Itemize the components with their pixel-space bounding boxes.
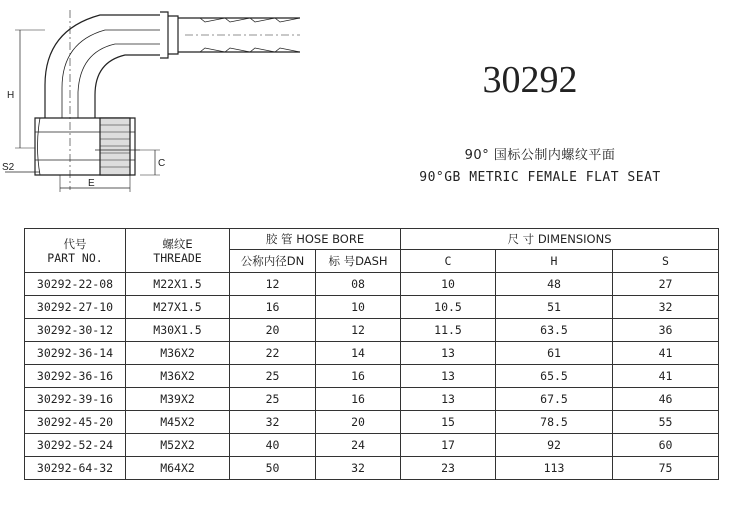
cell-part: 30292-64-32 <box>25 457 126 480</box>
header-h: H <box>496 250 613 273</box>
cell-dn: 50 <box>230 457 316 480</box>
cell-dn: 25 <box>230 388 316 411</box>
cell-dash: 16 <box>316 365 401 388</box>
cell-dash: 14 <box>316 342 401 365</box>
header-part-no <box>25 229 126 273</box>
header-part-no-cn: 代号 <box>63 236 87 251</box>
cell-part: 30292-36-14 <box>25 342 126 365</box>
header-thread-en: THREADE <box>153 250 202 265</box>
cell-s: 75 <box>613 457 719 480</box>
cell-c: 23 <box>401 457 496 480</box>
cell-dn: 20 <box>230 319 316 342</box>
header-dimensions: 尺 寸 DIMENSIONS <box>401 229 719 250</box>
cell-h: 78.5 <box>496 411 613 434</box>
cell-dn: 32 <box>230 411 316 434</box>
cell-c: 15 <box>401 411 496 434</box>
cell-s: 46 <box>613 388 719 411</box>
dimension-label-h: H <box>7 90 15 101</box>
table-row <box>25 434 719 457</box>
cell-dn: 16 <box>230 296 316 319</box>
cell-s: 36 <box>613 319 719 342</box>
cell-part: 30292-30-12 <box>25 319 126 342</box>
cell-c: 10 <box>401 273 496 296</box>
cell-thread: M45X2 <box>126 411 230 434</box>
title-chinese: 90° 国标公制内螺纹平面 <box>464 148 616 163</box>
cell-thread: M39X2 <box>126 388 230 411</box>
cell-h: 92 <box>496 434 613 457</box>
header-thread-cn: 螺纹E <box>162 236 193 251</box>
header-part-no-en: PART NO. <box>47 250 103 265</box>
cell-h: 65.5 <box>496 365 613 388</box>
table-row <box>25 296 719 319</box>
title-english: 90°GB METRIC FEMALE FLAT SEAT <box>419 170 661 185</box>
cell-h: 113 <box>496 457 613 480</box>
cell-dash: 16 <box>316 388 401 411</box>
header-c: C <box>401 250 496 273</box>
cell-h: 48 <box>496 273 613 296</box>
cell-dash: 24 <box>316 434 401 457</box>
cell-c: 13 <box>401 365 496 388</box>
dimensions-table <box>24 228 719 480</box>
cell-dn: 22 <box>230 342 316 365</box>
cell-h: 61 <box>496 342 613 365</box>
cell-s: 27 <box>613 273 719 296</box>
cell-dash: 12 <box>316 319 401 342</box>
header-dn: 公称内径DN <box>230 250 316 273</box>
table-row <box>25 319 719 342</box>
cell-h: 63.5 <box>496 319 613 342</box>
cell-c: 13 <box>401 342 496 365</box>
cell-c: 17 <box>401 434 496 457</box>
cell-dn: 40 <box>230 434 316 457</box>
cell-part: 30292-45-20 <box>25 411 126 434</box>
table-row <box>25 388 719 411</box>
cell-part: 30292-36-16 <box>25 365 126 388</box>
cell-dn: 12 <box>230 273 316 296</box>
cell-h: 67.5 <box>496 388 613 411</box>
cell-s: 60 <box>613 434 719 457</box>
cell-dn: 25 <box>230 365 316 388</box>
table-row <box>25 457 719 480</box>
cell-part: 30292-22-08 <box>25 273 126 296</box>
cell-c: 10.5 <box>401 296 496 319</box>
cell-s: 32 <box>613 296 719 319</box>
table-row <box>25 273 719 296</box>
cell-dash: 20 <box>316 411 401 434</box>
cell-part: 30292-39-16 <box>25 388 126 411</box>
cell-thread: M52X2 <box>126 434 230 457</box>
cell-thread: M36X2 <box>126 365 230 388</box>
cell-c: 13 <box>401 388 496 411</box>
header-dash: 标 号DASH <box>316 250 401 273</box>
cell-thread: M22X1.5 <box>126 273 230 296</box>
cell-dash: 08 <box>316 273 401 296</box>
cell-s: 41 <box>613 342 719 365</box>
table-row <box>25 342 719 365</box>
cell-part: 30292-27-10 <box>25 296 126 319</box>
header-s: S <box>613 250 719 273</box>
cell-thread: M30X1.5 <box>126 319 230 342</box>
cell-c: 11.5 <box>401 319 496 342</box>
part-number-heading: 30292 <box>482 59 578 101</box>
cell-s: 55 <box>613 411 719 434</box>
cell-s: 41 <box>613 365 719 388</box>
table-row <box>25 411 719 434</box>
table-body <box>25 273 719 480</box>
cell-part: 30292-52-24 <box>25 434 126 457</box>
dimension-label-c: C <box>158 158 166 169</box>
fitting-drawing <box>0 0 300 215</box>
dimension-label-e: E <box>88 178 95 189</box>
cell-dash: 32 <box>316 457 401 480</box>
cell-dash: 10 <box>316 296 401 319</box>
cell-thread: M27X1.5 <box>126 296 230 319</box>
cell-thread: M36X2 <box>126 342 230 365</box>
header-thread <box>126 229 230 273</box>
cell-h: 51 <box>496 296 613 319</box>
table-row <box>25 365 719 388</box>
header-hose-bore: 胶 管 HOSE BORE <box>230 229 401 250</box>
cell-thread: M64X2 <box>126 457 230 480</box>
dimension-label-s2: S2 <box>2 162 15 173</box>
